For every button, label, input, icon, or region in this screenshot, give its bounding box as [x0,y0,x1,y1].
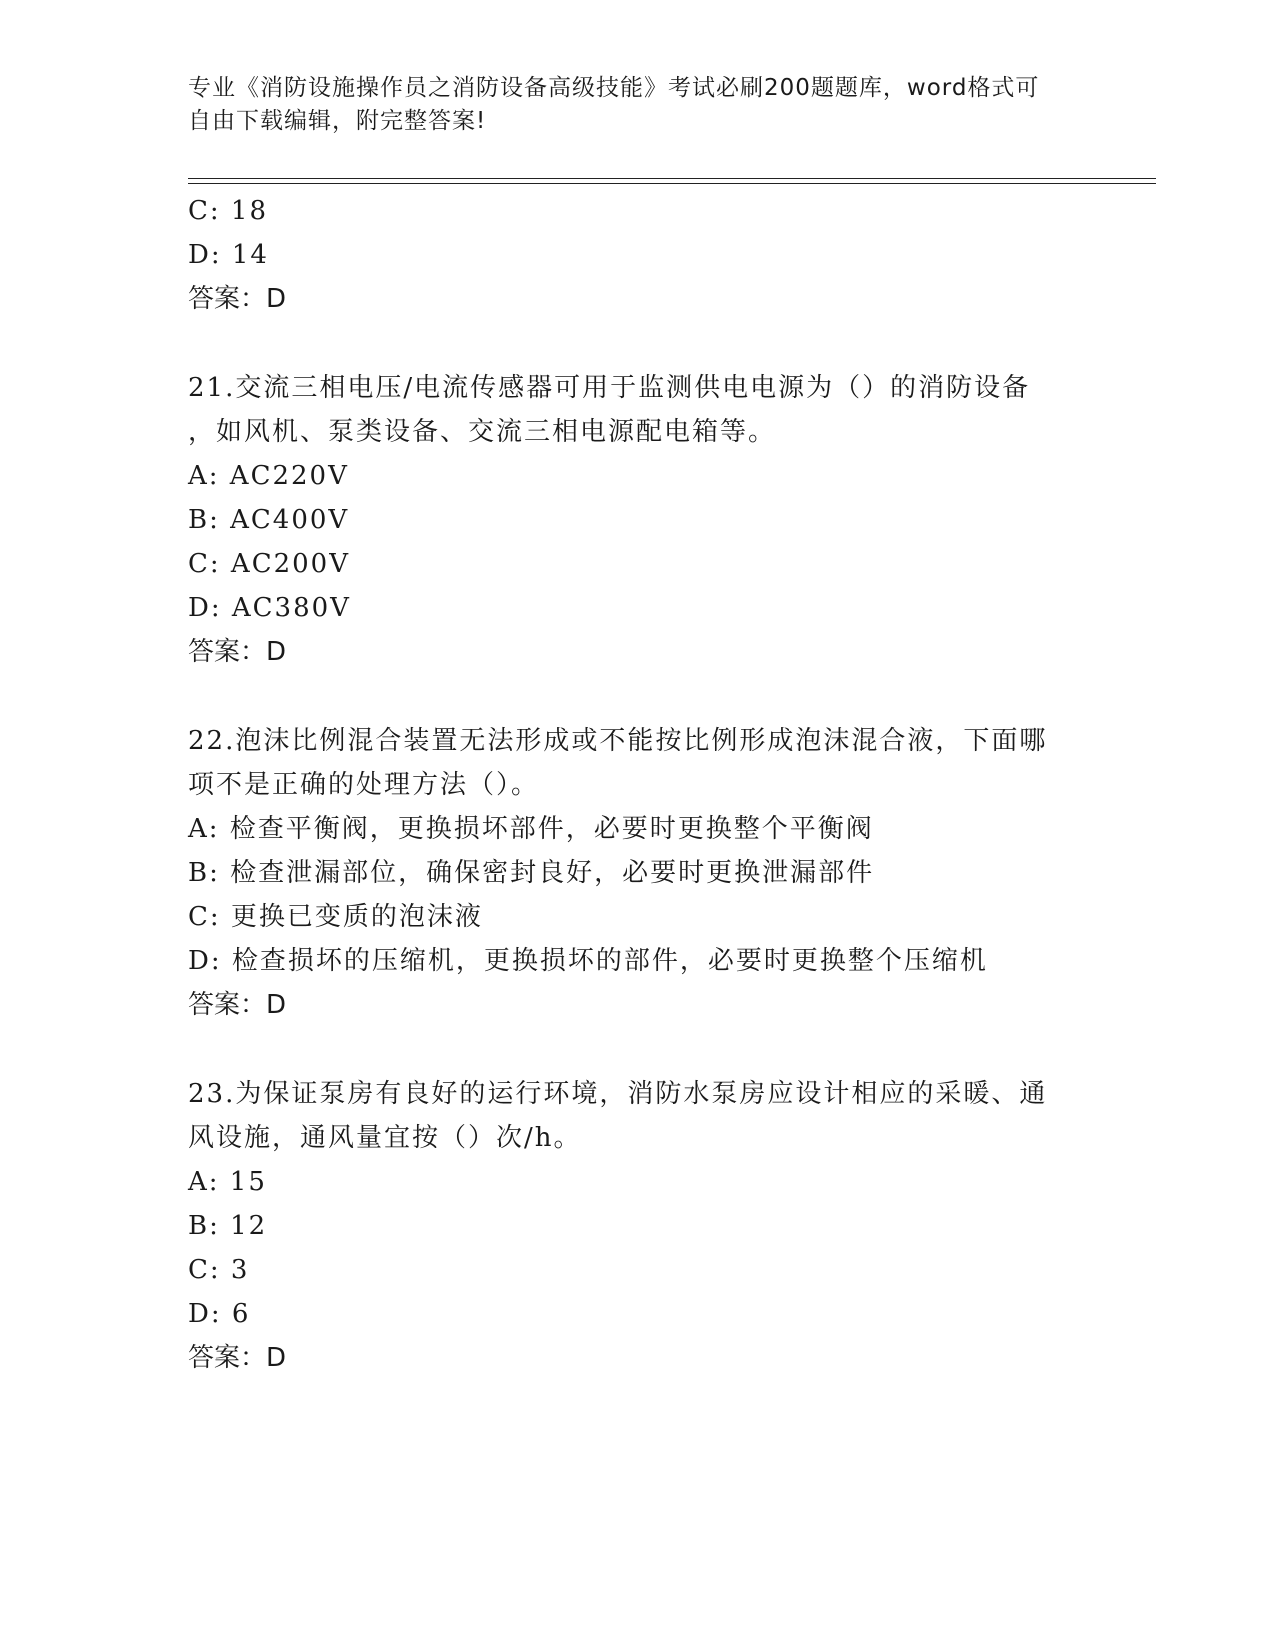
question-21-option-b: B: AC400V [188,505,350,535]
page-header [188,72,1068,138]
question-21-stem-line-1: 21.交流三相电压/电流传感器可用于监测供电电源为（）的消防设备 [188,373,1031,403]
question-23-stem-line-1: 23.为保证泵房有良好的运行环境，消防水泵房应设计相应的采暖、通 [188,1079,1048,1109]
question-22-stem-line-2: 项不是正确的处理方法（）。 [188,770,540,800]
question-23-option-c: C: 3 [188,1255,250,1285]
question-22-option-b: B: 检查泄漏部位，确保密封良好，必要时更换泄漏部件 [188,858,875,888]
question-22-option-d: D: 检查损坏的压缩机，更换损坏的部件，必要时更换整个压缩机 [188,946,988,976]
question-22-option-c: C: 更换已变质的泡沫液 [188,902,483,932]
question-21-option-d: D: AC380V [188,593,351,623]
question-23-option-d: D: 6 [188,1299,251,1329]
header-divider-bottom [188,183,1156,184]
question-23-option-b: B: 12 [188,1211,268,1241]
question-22-answer: 答案：D [188,990,287,1020]
question-23-answer: 答案：D [188,1343,287,1373]
header-divider-top [188,178,1156,179]
question-22-stem-line-1: 22.泡沫比例混合装置无法形成或不能按比例形成泡沫混合液，下面哪 [188,726,1048,756]
question-22-option-a: A: 检查平衡阀，更换损坏部件，必要时更换整个平衡阀 [188,814,874,844]
question-23-option-a: A: 15 [188,1167,267,1197]
question-23-stem-line-2: 风设施，通风量宜按（）次/h。 [188,1123,582,1153]
question-21-stem-line-2: ，如风机、泵类设备、交流三相电源配电箱等。 [188,417,777,447]
question-21-answer: 答案：D [188,637,287,667]
header-line-1: 专业《消防设施操作员之消防设备高级技能》考试必刷200题题库，word格式可 [188,75,1040,101]
question-21-option-a: A: AC220V [188,461,349,491]
prev-option-d: D: 14 [188,240,269,270]
prev-option-c: C: 18 [188,196,269,226]
header-line-2: 自由下载编辑，附完整答案! [188,108,487,134]
question-21-option-c: C: AC200V [188,549,350,579]
prev-answer: 答案：D [188,284,287,314]
